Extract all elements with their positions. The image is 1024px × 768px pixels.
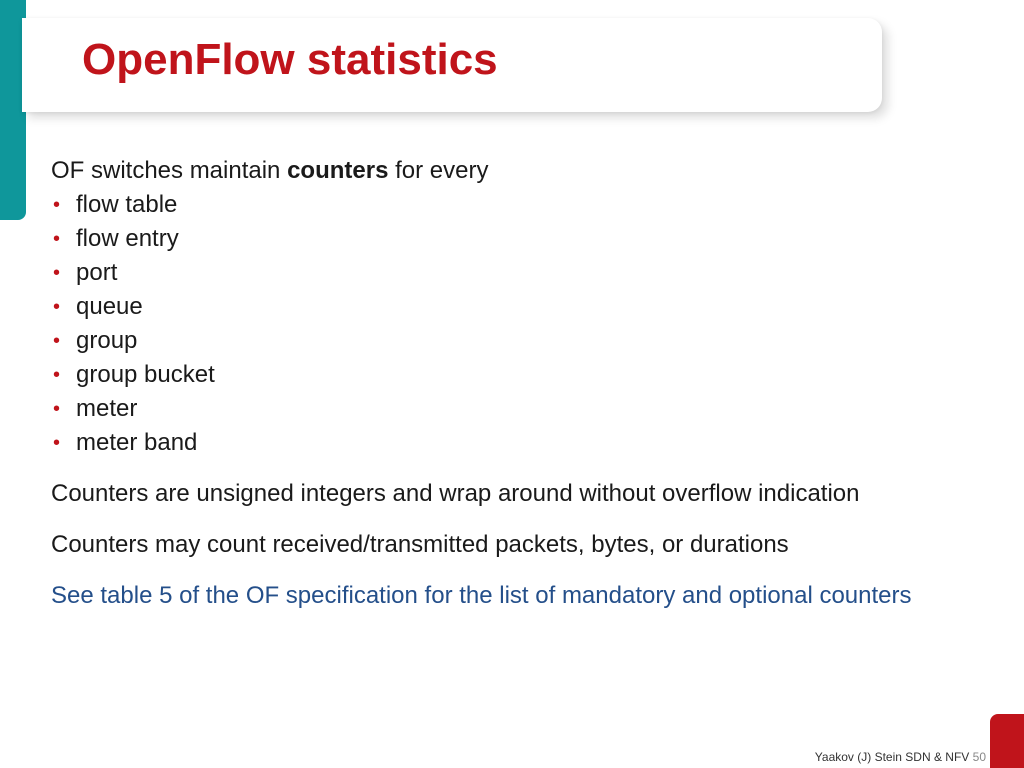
bullet-dot-icon: • (53, 398, 61, 420)
list-item: • meter band (51, 426, 1011, 460)
intro-line (51, 154, 1011, 188)
bullet-dot-icon: • (53, 194, 61, 216)
footer-author: Yaakov (J) Stein SDN & NFV (814, 750, 970, 764)
wraparound-paragraph: Counters are unsigned integers and wrap around without overflow indication (51, 480, 860, 507)
page-number: 50 (972, 750, 986, 764)
bullet-dot-icon: • (53, 228, 61, 250)
list-item: • group (51, 324, 1011, 358)
list-item: • queue (51, 290, 1011, 324)
spec-reference-link[interactable]: See table 5 of the OF specification for the list of mandatory and optional counters (51, 582, 912, 609)
list-item: • meter (51, 392, 1011, 426)
intro-bold-word: counters (287, 157, 389, 184)
list-item: • group bucket (51, 358, 1011, 392)
bullet-dot-icon: • (53, 262, 61, 284)
slide-body (51, 154, 1011, 614)
list-item: • flow entry (51, 222, 1011, 256)
intro-suffix: for every (388, 157, 489, 184)
bullet-dot-icon: • (53, 364, 61, 386)
bullet-dot-icon: • (53, 330, 61, 352)
bullet-dot-icon: • (53, 296, 61, 318)
count-types-paragraph: Counters may count received/transmitted packets, bytes, or durations (51, 531, 789, 558)
intro-prefix: OF switches maintain (51, 157, 288, 184)
list-item: • port (51, 256, 1011, 290)
bullet-dot-icon: • (53, 432, 61, 454)
slide-title: OpenFlow statistics (82, 35, 498, 84)
list-item: • flow table (51, 188, 1011, 222)
counter-object-list (51, 188, 1011, 460)
slide-footer (815, 750, 986, 764)
corner-accent-tab (990, 714, 1024, 768)
